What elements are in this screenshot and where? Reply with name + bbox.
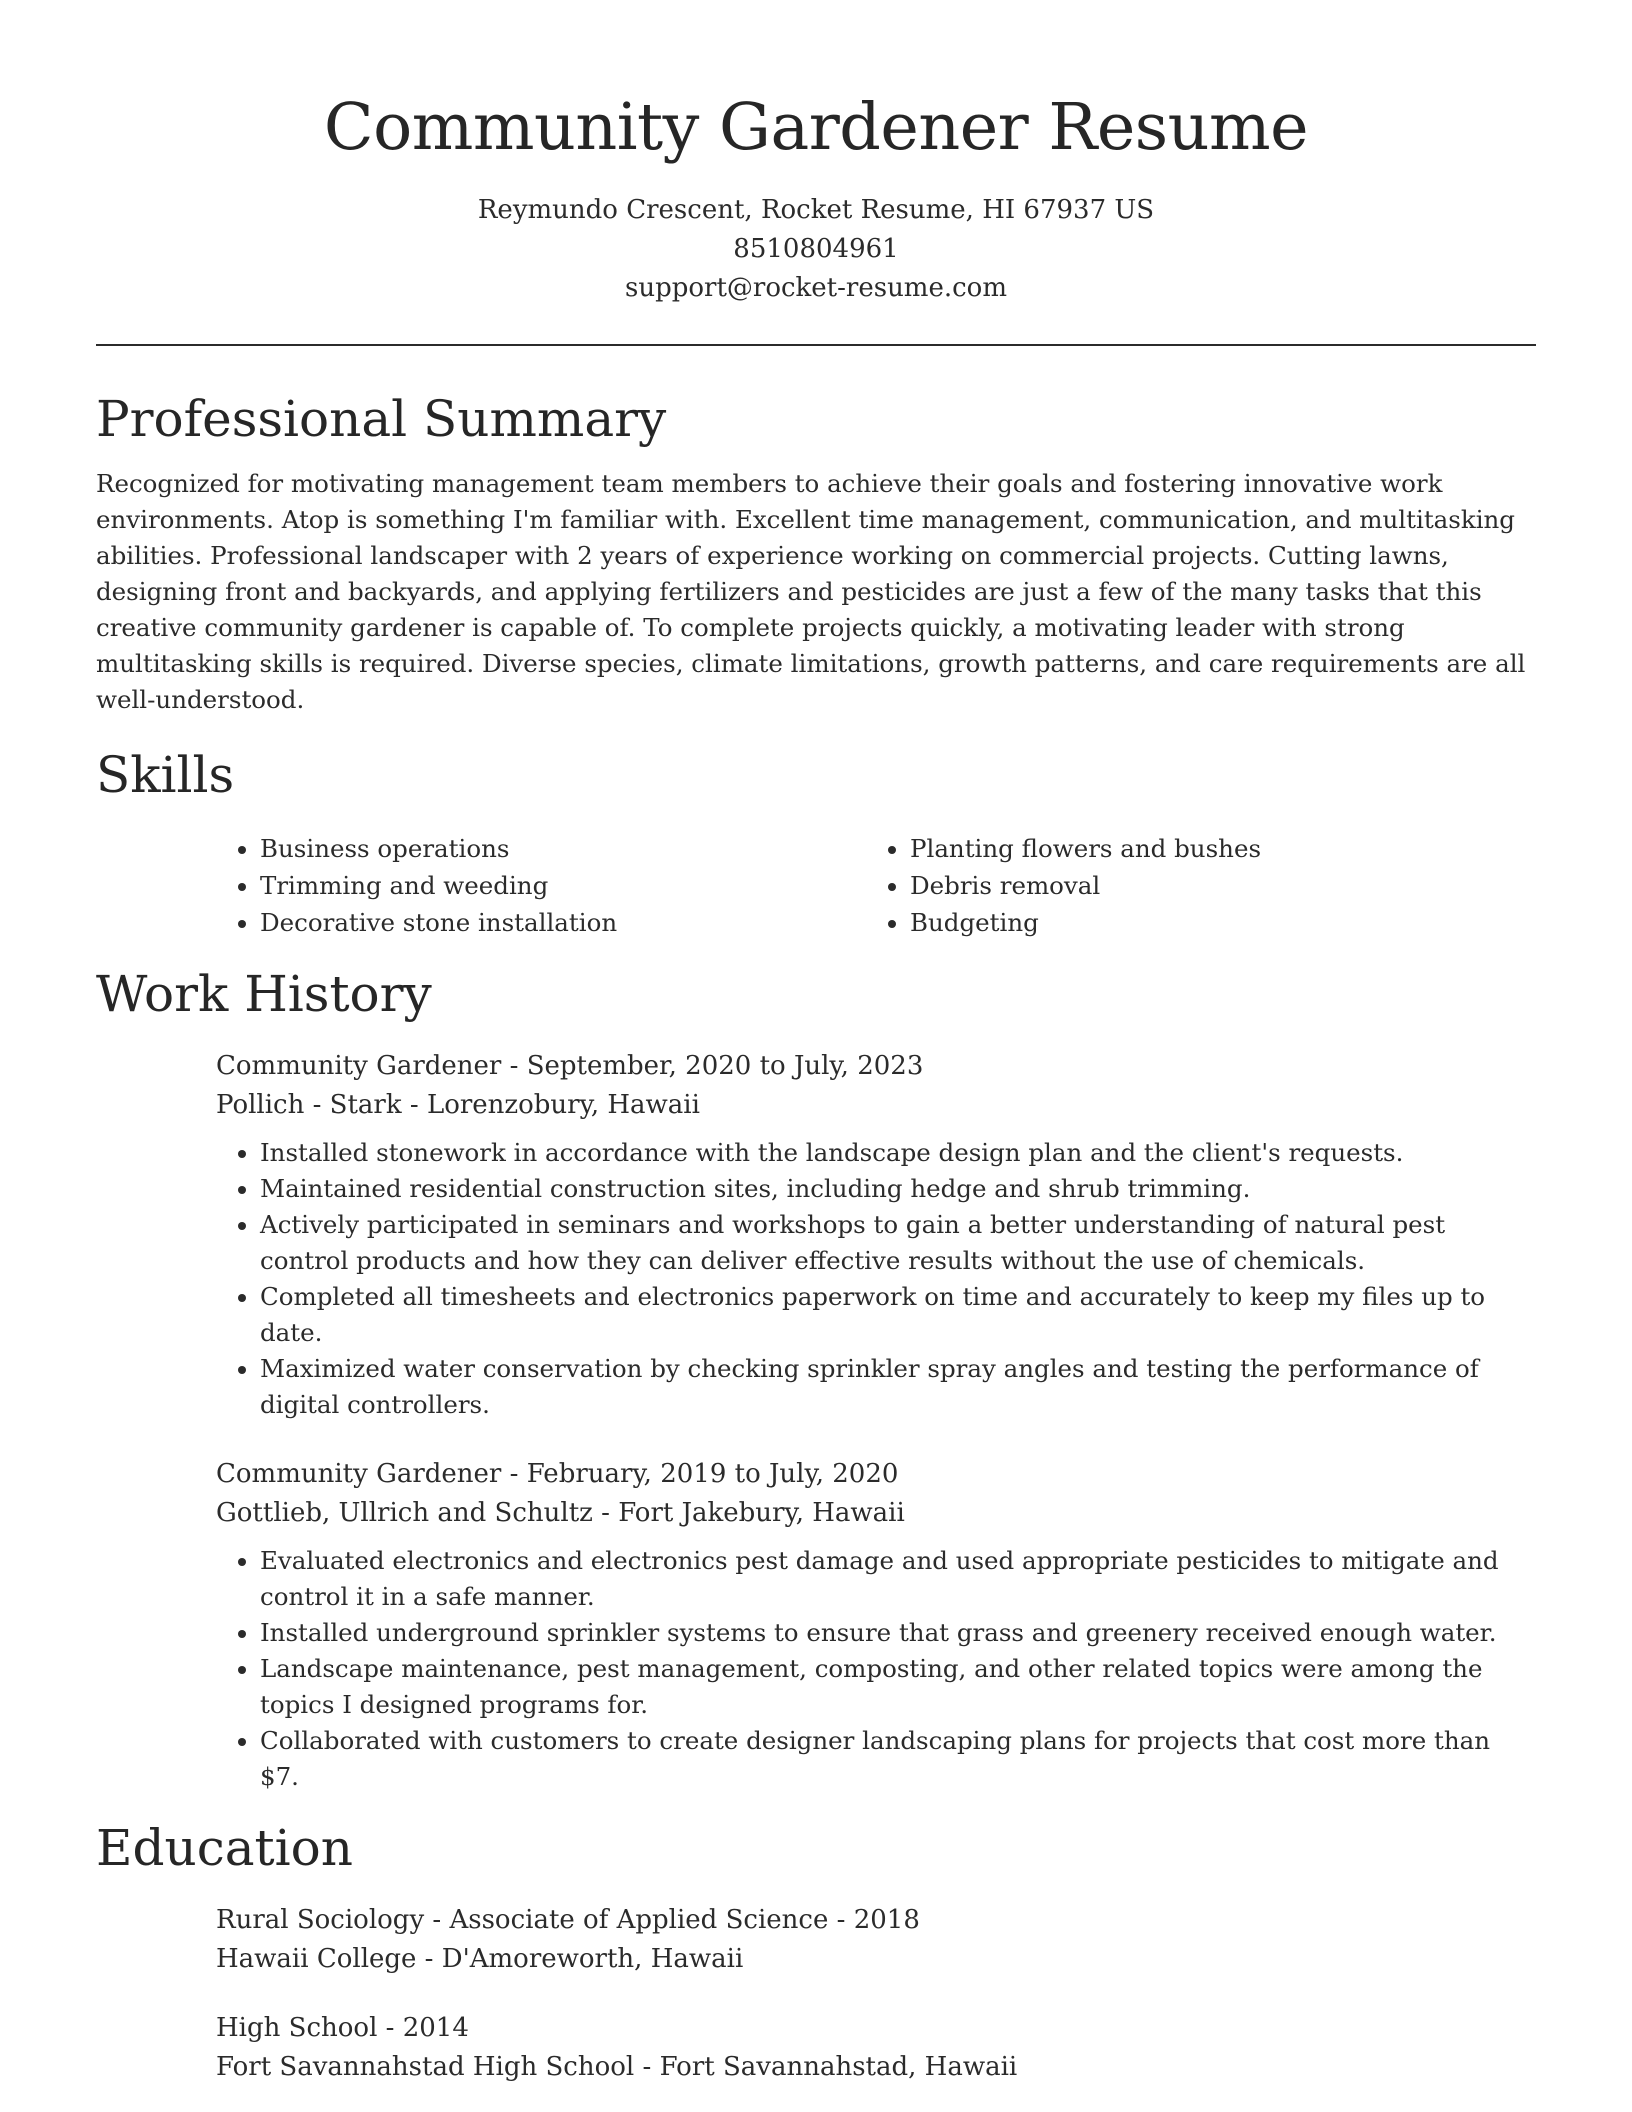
job-bullet: • Installed underground sprinkler systems to ensure that grass and greenery received enough water. bbox=[260, 1615, 1536, 1651]
job-employer-line: Pollich - Stark - Lorenzobury, Hawaii bbox=[216, 1090, 700, 1120]
skills-column-right bbox=[866, 830, 1536, 941]
skills-column-left bbox=[216, 830, 866, 941]
job-entry bbox=[216, 1047, 1536, 1423]
skill-item: • Trimming and weeding bbox=[260, 867, 866, 904]
contact-phone: 8510804961 bbox=[733, 234, 899, 264]
education-year: 2014 bbox=[402, 2013, 469, 2043]
job-bullet: • Actively participated in seminars and workshops to gain a better understanding of natural pest control products and how they can deliver effective results without the use of chemicals. bbox=[260, 1207, 1536, 1279]
summary-heading: Professional Summary bbox=[96, 390, 667, 448]
skill-item: • Debris removal bbox=[910, 867, 1536, 904]
resume-page bbox=[96, 0, 1536, 2087]
education-degree-line: High School - 2014 bbox=[216, 2013, 469, 2043]
education-field: Rural Sociology bbox=[216, 1905, 425, 1935]
education-degree: Associate of Applied Science bbox=[449, 1905, 829, 1935]
skill-item: • Planting flowers and bushes bbox=[910, 830, 1536, 867]
job-title-line: Community Gardener - February, 2019 to July, 2020 bbox=[216, 1459, 899, 1489]
job-location: Lorenzobury, Hawaii bbox=[426, 1090, 700, 1120]
contact-email: support@rocket-resume.com bbox=[624, 273, 1007, 303]
job-title-line: Community Gardener - September, 2020 to July, 2023 bbox=[216, 1051, 924, 1081]
skills-list bbox=[216, 830, 1536, 941]
job-employer: Gottlieb, Ullrich and Schultz bbox=[216, 1498, 593, 1528]
job-bullet: • Maximized water conservation by checking sprinkler spray angles and testing the performance of digital controllers. bbox=[260, 1351, 1536, 1423]
job-employer: Pollich - Stark bbox=[216, 1090, 402, 1120]
work-history-heading: Work History bbox=[96, 965, 432, 1023]
job-bullet: • Collaborated with customers to create designer landscaping plans for projects that cost more than $7. bbox=[260, 1723, 1536, 1795]
job-bullet: • Landscape maintenance, pest management, composting, and other related topics were among the topics I designed programs for. bbox=[260, 1651, 1536, 1723]
work-history-section bbox=[96, 963, 1536, 1795]
job-title: Community Gardener bbox=[216, 1459, 502, 1489]
contact-address: Reymundo Crescent, Rocket Resume, HI 67937 US bbox=[477, 195, 1155, 225]
job-bullet: • Maintained residential construction sites, including hedge and shrub trimming. bbox=[260, 1171, 1536, 1207]
skill-item: • Budgeting bbox=[910, 904, 1536, 941]
summary-section bbox=[96, 388, 1536, 718]
education-degree-line: Rural Sociology - Associate of Applied Science - 2018 bbox=[216, 1905, 920, 1935]
job-bullets bbox=[216, 1543, 1536, 1795]
job-dates: February, 2019 to July, 2020 bbox=[526, 1459, 899, 1489]
job-location: Fort Jakebury, Hawaii bbox=[618, 1498, 905, 1528]
education-school: Hawaii College bbox=[216, 1944, 417, 1974]
education-school: Fort Savannahstad High School bbox=[216, 2052, 635, 2082]
summary-text: Recognized for motivating management team members to achieve their goals and fostering innovative work environments. Atop is something I'm familiar with. Excellent time management, communication, and multitasking abilities. Professional landscaper with 2 years of experience working on commercial projects. Cutting lawns, designing front and backyards, and applying fertilizers and pesticides are just a few of the many tasks that this creative community gardener is capable of. To complete projects quickly, a motivating leader with strong multitasking skills is required. Diverse species, climate limitations, growth patterns, and care requirements are all well-understood. bbox=[96, 469, 1526, 714]
education-location: D'Amoreworth, Hawaii bbox=[441, 1944, 744, 1974]
education-year: 2018 bbox=[853, 1905, 920, 1935]
education-school-line: Fort Savannahstad High School - Fort Savannahstad, Hawaii bbox=[216, 2052, 1018, 2082]
contact-block bbox=[96, 191, 1536, 308]
education-field: High School bbox=[216, 2013, 378, 2043]
job-bullets bbox=[216, 1135, 1536, 1423]
skill-item: • Decorative stone installation bbox=[260, 904, 866, 941]
education-entry bbox=[216, 2009, 1536, 2087]
skills-heading: Skills bbox=[96, 746, 235, 804]
job-bullet: • Completed all timesheets and electronics paperwork on time and accurately to keep my files up to date. bbox=[260, 1279, 1536, 1351]
job-title: Community Gardener bbox=[216, 1051, 502, 1081]
education-location: Fort Savannahstad, Hawaii bbox=[659, 2052, 1018, 2082]
job-bullet: • Installed stonework in accordance with the landscape design plan and the client's requests. bbox=[260, 1135, 1536, 1171]
job-bullet: • Evaluated electronics and electronics pest damage and used appropriate pesticides to mitigate and control it in a safe manner. bbox=[260, 1543, 1536, 1615]
job-dates: September, 2020 to July, 2023 bbox=[526, 1051, 924, 1081]
resume-title: Community Gardener Resume bbox=[323, 90, 1309, 165]
header-divider bbox=[96, 344, 1536, 346]
education-heading: Education bbox=[96, 1819, 353, 1877]
job-entry bbox=[216, 1455, 1536, 1795]
skills-section bbox=[96, 744, 1536, 941]
education-section bbox=[96, 1817, 1536, 2087]
skill-item: • Business operations bbox=[260, 830, 866, 867]
education-entry bbox=[216, 1901, 1536, 1979]
job-employer-line: Gottlieb, Ullrich and Schultz - Fort Jakebury, Hawaii bbox=[216, 1498, 905, 1528]
education-school-line: Hawaii College - D'Amoreworth, Hawaii bbox=[216, 1944, 744, 1974]
